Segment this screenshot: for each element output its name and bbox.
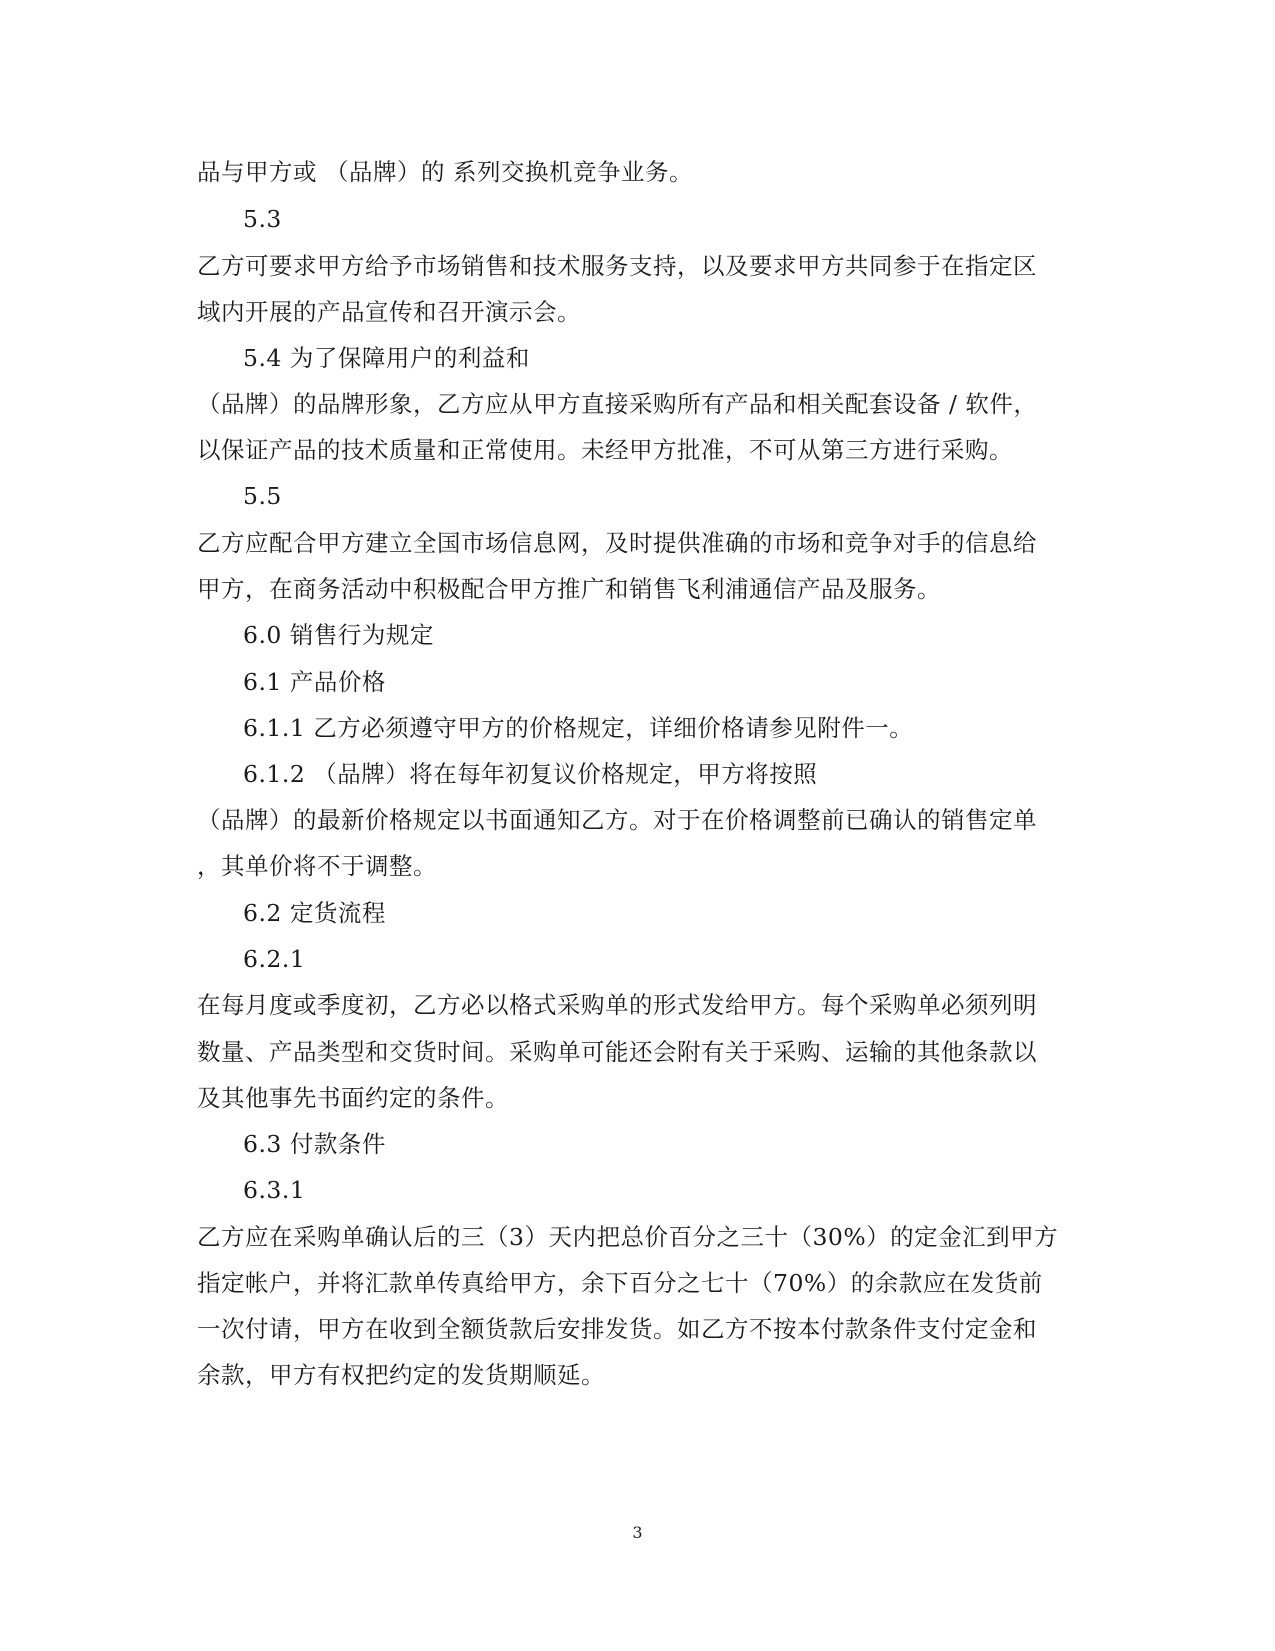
page-number: 3: [632, 1523, 643, 1542]
clause-number: 5.3: [243, 205, 282, 233]
text-line: ，其单价将不于调整。: [197, 852, 437, 880]
text-line: 域内开展的产品宣传和召开演示会。: [197, 298, 581, 326]
clause-heading: 6.2 定货流程: [243, 899, 386, 927]
clause-heading: 5.4 为了保障用户的利益和: [243, 344, 530, 372]
section-heading: 6.0 销售行为规定: [243, 621, 434, 649]
text-line: （品牌）的最新价格规定以书面通知乙方。对于在价格调整前已确认的销售定单: [197, 806, 1037, 834]
text-line: 以保证产品的技术质量和正常使用。未经甲方批准，不可从第三方进行采购。: [197, 436, 1013, 464]
clause-heading: 6.1.1 乙方必须遵守甲方的价格规定，详细价格请参见附件一。: [243, 714, 914, 742]
clause-number: 6.2.1: [243, 945, 306, 973]
clause-heading: 6.1 产品价格: [243, 668, 386, 696]
text-line: 一次付请，甲方在收到全额货款后安排发货。如乙方不按本付款条件支付定金和: [197, 1315, 1037, 1343]
text-line: 指定帐户，并将汇款单传真给甲方，余下百分之七十（70%）的余款应在发货前: [197, 1269, 1043, 1297]
text-line: 乙方可要求甲方给予市场销售和技术服务支持，以及要求甲方共同参于在指定区: [197, 252, 1037, 280]
text-line: 甲方，在商务活动中积极配合甲方推广和销售飞利浦通信产品及服务。: [197, 575, 941, 603]
clause-heading: 6.3 付款条件: [243, 1130, 386, 1158]
text-line: 乙方应在采购单确认后的三（3）天内把总价百分之三十（30%）的定金汇到甲方: [197, 1223, 1059, 1251]
text-line: 品与甲方或 （品牌）的 系列交换机竞争业务。: [197, 158, 693, 186]
clause-number: 5.5: [243, 482, 282, 510]
clause-number: 6.3.1: [243, 1176, 306, 1204]
text-line: 及其他事先书面约定的条件。: [197, 1084, 509, 1112]
text-line: 乙方应配合甲方建立全国市场信息网，及时提供准确的市场和竞争对手的信息给: [197, 529, 1037, 557]
clause-heading: 6.1.2 （品牌）将在每年初复议价格规定，甲方将按照: [243, 760, 818, 788]
text-line: 余款，甲方有权把约定的发货期顺延。: [197, 1361, 605, 1389]
text-line: 数量、产品类型和交货时间。采购单可能还会附有关于采购、运输的其他条款以: [197, 1038, 1037, 1066]
text-line: 在每月度或季度初，乙方必以格式采购单的形式发给甲方。每个采购单必须列明: [197, 991, 1037, 1019]
text-line: （品牌）的品牌形象，乙方应从甲方直接采购所有产品和相关配套设备 / 软件，: [197, 390, 1038, 418]
